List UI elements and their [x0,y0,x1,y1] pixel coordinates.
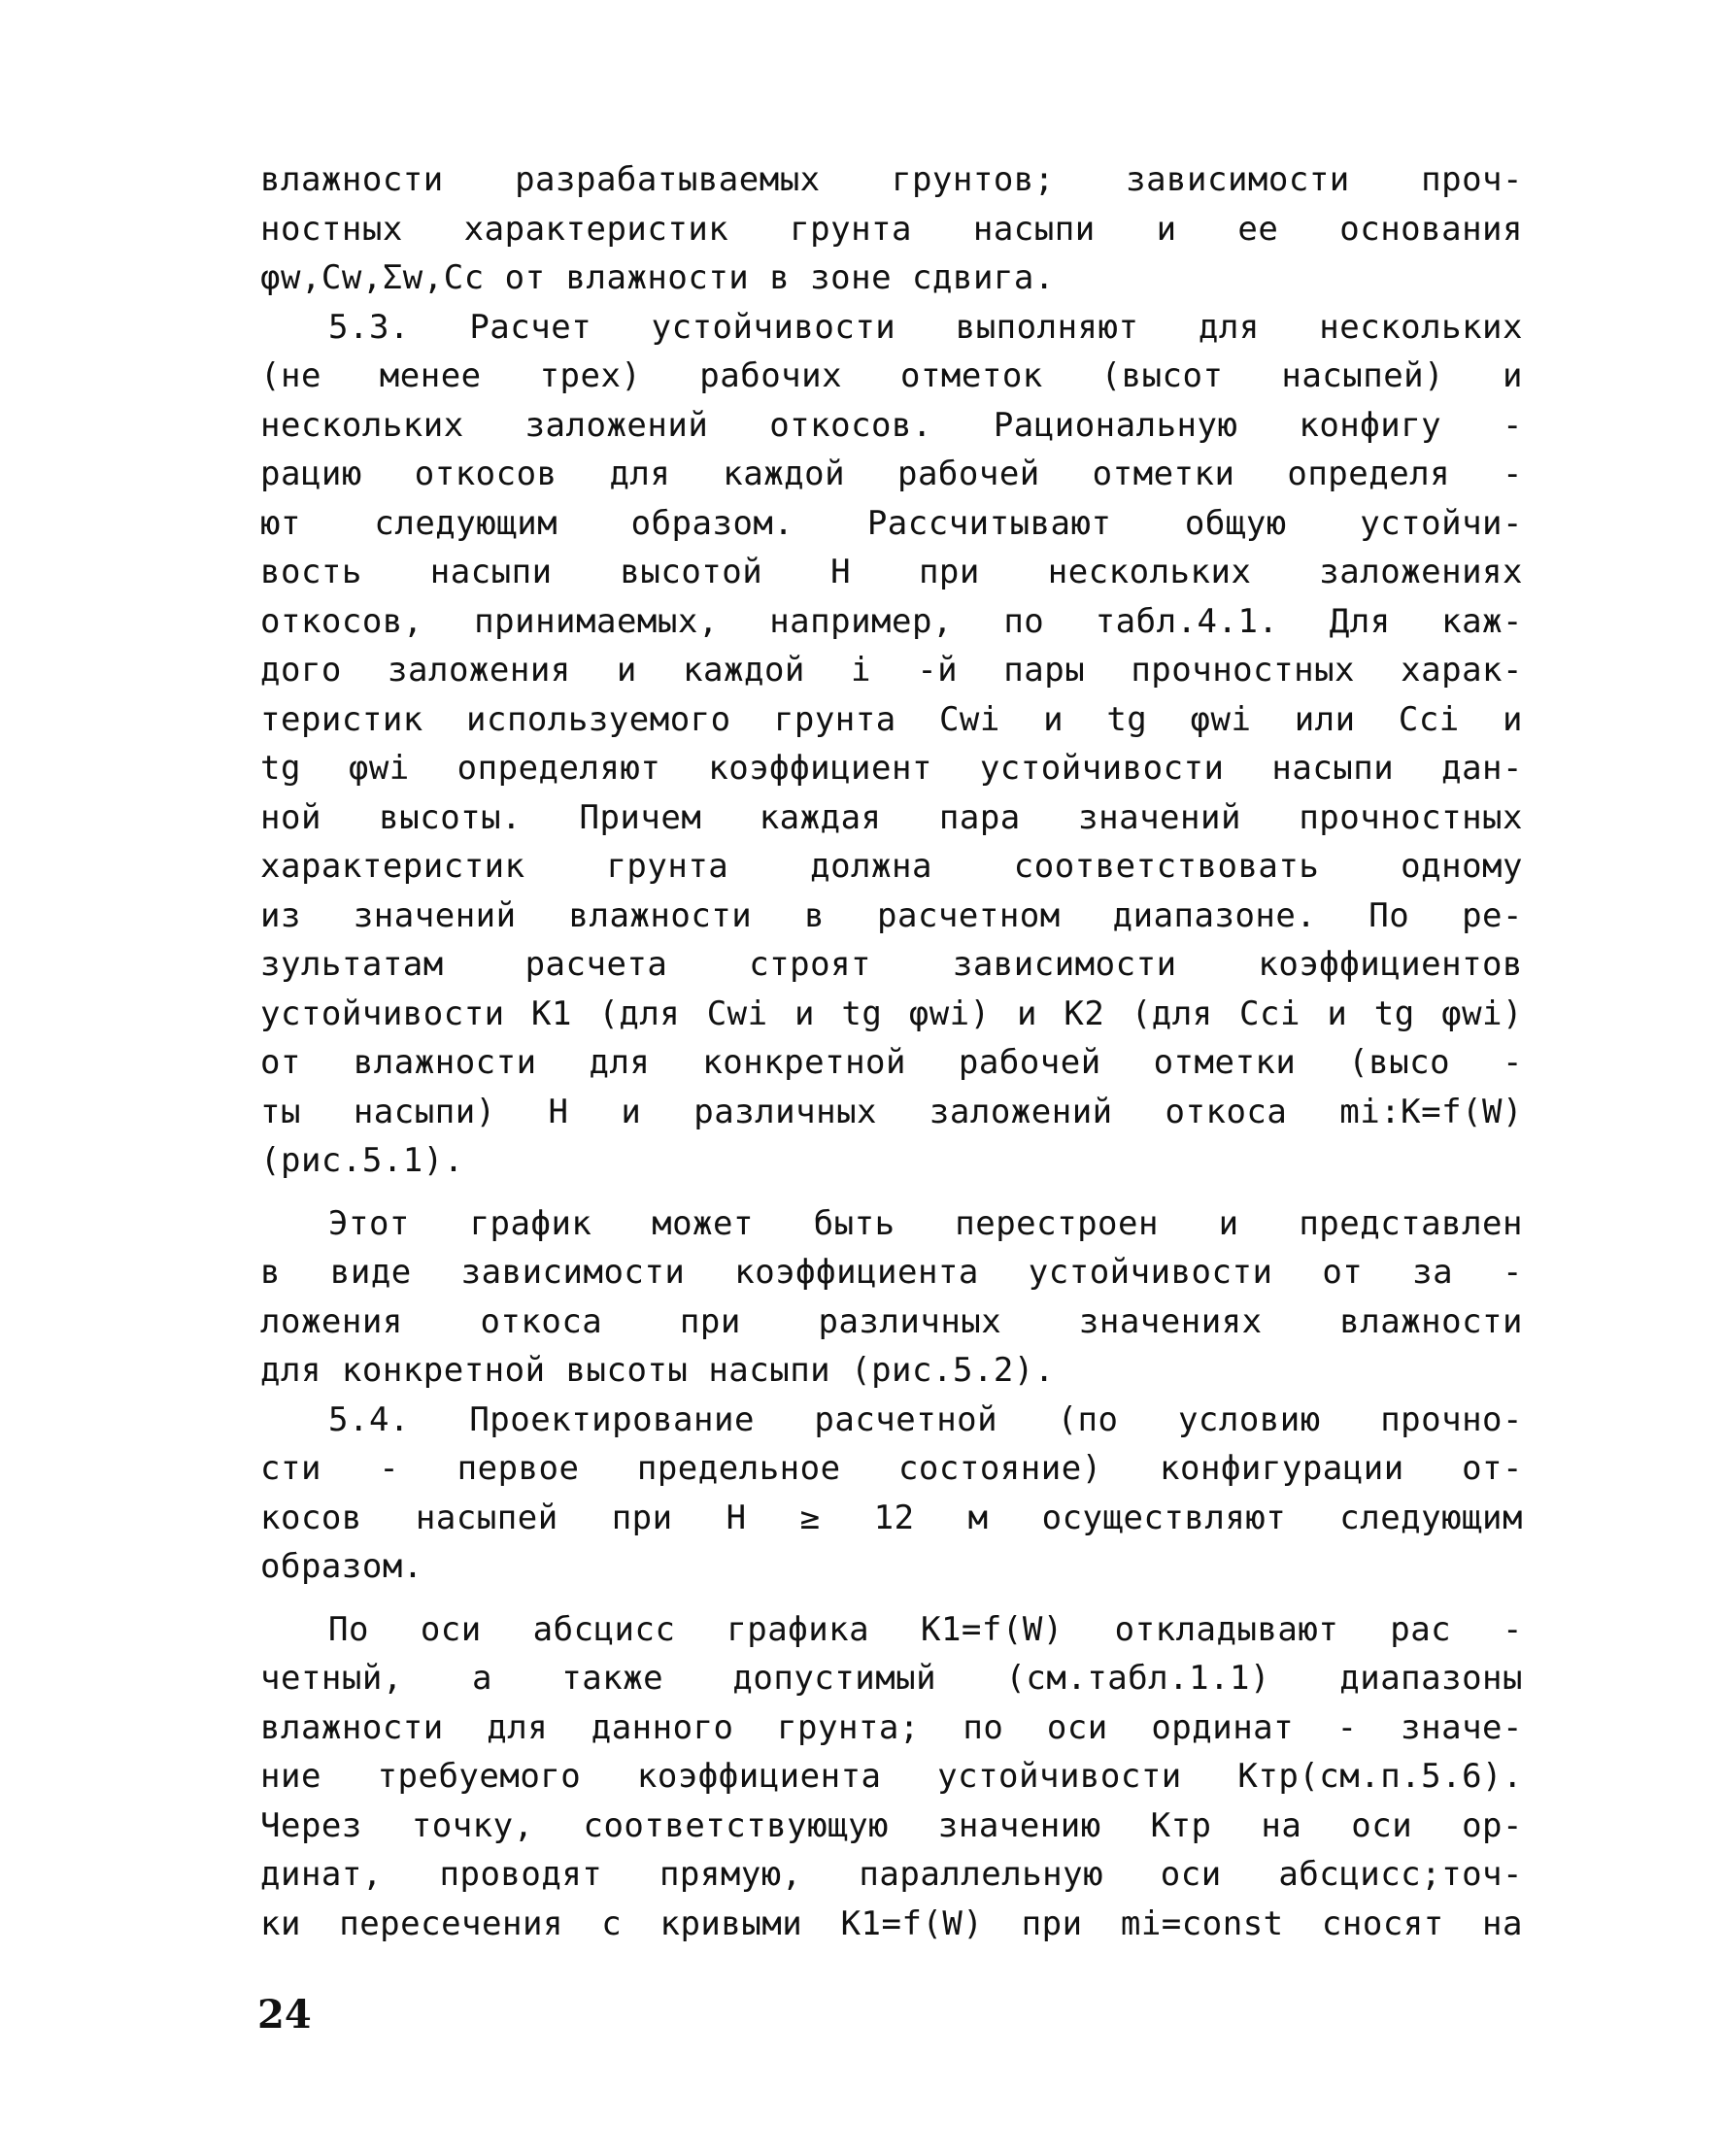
text-line: По оси абсцисс графика K1=f(W) откладывают рас - [328,1609,1523,1649]
text-line: ностных характеристик грунта насыпи и ее основания [260,209,1523,249]
text-line: tg φwi определяют коэффициент устойчивости насыпи дан- [260,749,1523,788]
text-line: вость насыпи высотой H при нескольких заложениях [260,553,1523,591]
text-line: ложения откоса при различных значениях влажности [260,1301,1523,1341]
text-line: Этот график может быть перестроен и представлен [328,1203,1523,1243]
text-line: откосов, принимаемых, например, по табл.4.1. Для каж- [260,601,1523,641]
text-line: ки пересечения с кривыми K1=f(W) при mi=const сносят на [260,1903,1523,1943]
text-line: зультатам расчета строят зависимости коэффициентов [260,945,1523,984]
text-line: 5.3. Расчет устойчивости выполняют для нескольких [328,307,1523,347]
text-line: 5.4. Проектирование расчетной (по условию прочно- [328,1399,1523,1439]
body-text [260,155,1523,1948]
text-line: влажности для данного грунта; по оси ординат - значе- [260,1707,1523,1747]
page-number: 24 [257,1992,312,2038]
text-line: (рис.5.1). [260,1141,464,1180]
text-line: влажности разрабатываемых грунтов; зависимости проч- [260,160,1523,199]
text-line: Через точку, соответствующую значению Kтр на оси ор- [260,1805,1523,1845]
text-line: характеристик грунта должна соответствовать одному [260,847,1523,886]
text-line: нескольких заложений откосов. Рациональную конфигу - [260,405,1523,445]
text-line: косов насыпей при H ≥ 12 м осуществляют следующим [260,1498,1523,1537]
text-line: для конкретной высоты насыпи (рис.5.2). [260,1351,1055,1390]
text-line: четный, а также допустимый (см.табл.1.1) диапазоны [260,1659,1523,1698]
text-line: ние требуемого коэффициента устойчивости Kтр(см.п.5.6). [260,1757,1523,1796]
text-line: рацию откосов для каждой рабочей отметки определя - [260,455,1523,493]
paragraph-gap [260,1186,1523,1199]
paragraph-gap [260,1592,1523,1605]
text-line: ной высоты. Причем каждая пара значений прочностных [260,797,1523,837]
text-line: из значений влажности в расчетном диапазоне. По ре- [260,895,1523,935]
text-line: в виде зависимости коэффициента устойчивости от за - [260,1253,1523,1292]
text-line: динат, проводят прямую, параллельную оси абсцисс;точ- [260,1855,1523,1894]
text-line: теристик используемого грунта Cwi и tg φwi или Cci и [260,699,1523,739]
text-line: образом. [260,1547,423,1586]
text-line: от влажности для конкретной рабочей отметки (высо - [260,1043,1523,1082]
text-line: ют следующим образом. Рассчитывают общую устойчи- [260,503,1523,543]
text-line: сти - первое предельное состояние) конфигурации от- [260,1449,1523,1488]
text-line: дого заложения и каждой i -й пары прочностных харак- [260,651,1523,690]
text-line: ты насыпи) H и различных заложений откоса mi:K=f(W) [260,1092,1523,1131]
text-line: (не менее трех) рабочих отметок (высот насыпей) и [260,356,1523,395]
text-line: φw,Cw,Σw,Cc от влажности в зоне сдвига. [260,258,1055,297]
text-line: устойчивости K1 (для Cwi и tg φwi) и K2 (для Cci и tg φwi) [260,994,1523,1033]
